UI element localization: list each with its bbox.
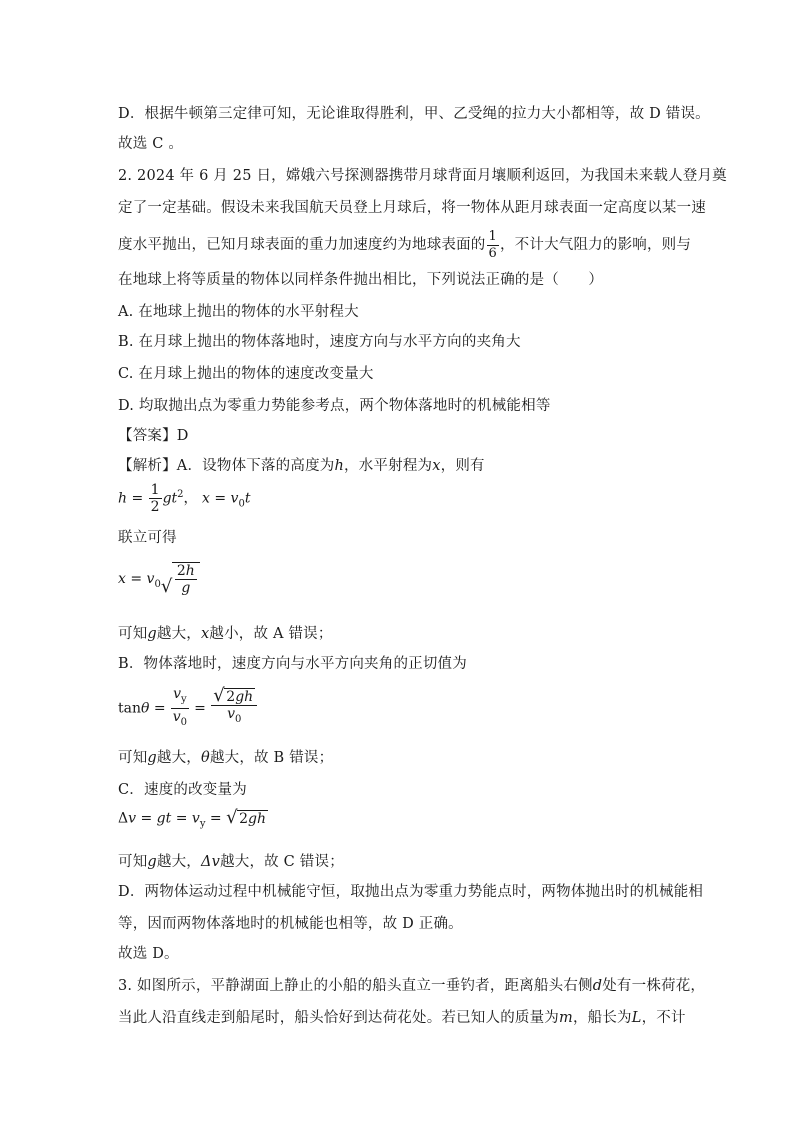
equation-h-and-x: h = $\frac{1}{2}$ $gt^2$， $x = v_0t$: [118, 482, 251, 515]
option-c: C. 在月球上抛出的物体的速度改变量大: [118, 366, 374, 382]
text-line: 当此人沿直线走到船尾时，船头恰好到达荷花处。若已知人的质量为m，船长为L，不计: [118, 1010, 686, 1026]
conclusion-a: 可知g越大，x越小，故 A 错误；: [118, 626, 333, 642]
question-2-stem: 2. 2024 年 6 月 25 日，嫦娥六号探测器携带月球背面月壤顺利返回，为我国未来载人登月奠: [118, 168, 727, 184]
text-line: [118, 228, 691, 262]
question-3-stem: 3. 如图所示，平静湖面上静止的小船的船头直立一垂钓者，距离船头右侧d处有一株荷花，: [118, 978, 706, 994]
text-line: 定了一定基础。假设未来我国航天员登上月球后，将一物体从距月球表面一定高度以某一速: [118, 200, 706, 216]
text-segment: 度水平抛出，已知月球表面的重力加速度约为地球表面的: [118, 237, 486, 253]
conclusion-b: 可知g越大，θ越大，故 B 错误；: [118, 750, 334, 766]
text-line: B．物体落地时，速度方向与水平方向夹角的正切值为: [118, 656, 467, 672]
option-b: B. 在月球上抛出的物体落地时，速度方向与水平方向的夹角大: [118, 334, 521, 350]
equation-delta-v: Δv = gt = $v_y$ = √ 2gh: [118, 807, 267, 830]
option-d: D. 均取抛出点为零重力势能参考点，两个物体落地时的机械能相等: [118, 398, 551, 414]
text-line: D．两物体运动过程中机械能守恒，取抛出点为零重力势能点时，两物体抛出时的机械能相: [118, 884, 704, 900]
text-line: C．速度的改变量为: [118, 782, 247, 798]
text-line: 故选 D。: [118, 946, 179, 962]
text-line: 联立可得: [118, 530, 177, 546]
equation-x: $x = v_0$ √ $\frac{2h}{g}$: [118, 562, 200, 596]
option-a: A. 在地球上抛出的物体的水平射程大: [118, 304, 359, 320]
text-line: 故选 C 。: [118, 136, 184, 152]
text-segment: ，不计大气阻力的影响，则与: [499, 237, 692, 253]
equation-tan-theta: tanθ = $\frac{v_y}{v_0}$ = √ 2gh $v_0$: [118, 686, 258, 731]
conclusion-c: 可知g越大，Δv越大，故 C 错误；: [118, 854, 344, 870]
fraction-one-sixth: $\frac{1}{6}$: [488, 228, 497, 261]
text-line: D．根据牛顿第三定律可知，无论谁取得胜利，甲、乙受绳的拉力大小都相等，故 D 错误。: [118, 106, 710, 122]
answer-label: 【答案】D: [118, 428, 189, 444]
text-line: 在地球上将等质量的物体以同样条件抛出相比，下列说法正确的是（ ）: [118, 272, 604, 288]
analysis-line: 【解析】A．设物体下落的高度为h，水平射程为x，则有: [118, 458, 485, 474]
text-line: 等，因而两物体落地时的机械能也相等，故 D 正确。: [118, 916, 463, 932]
